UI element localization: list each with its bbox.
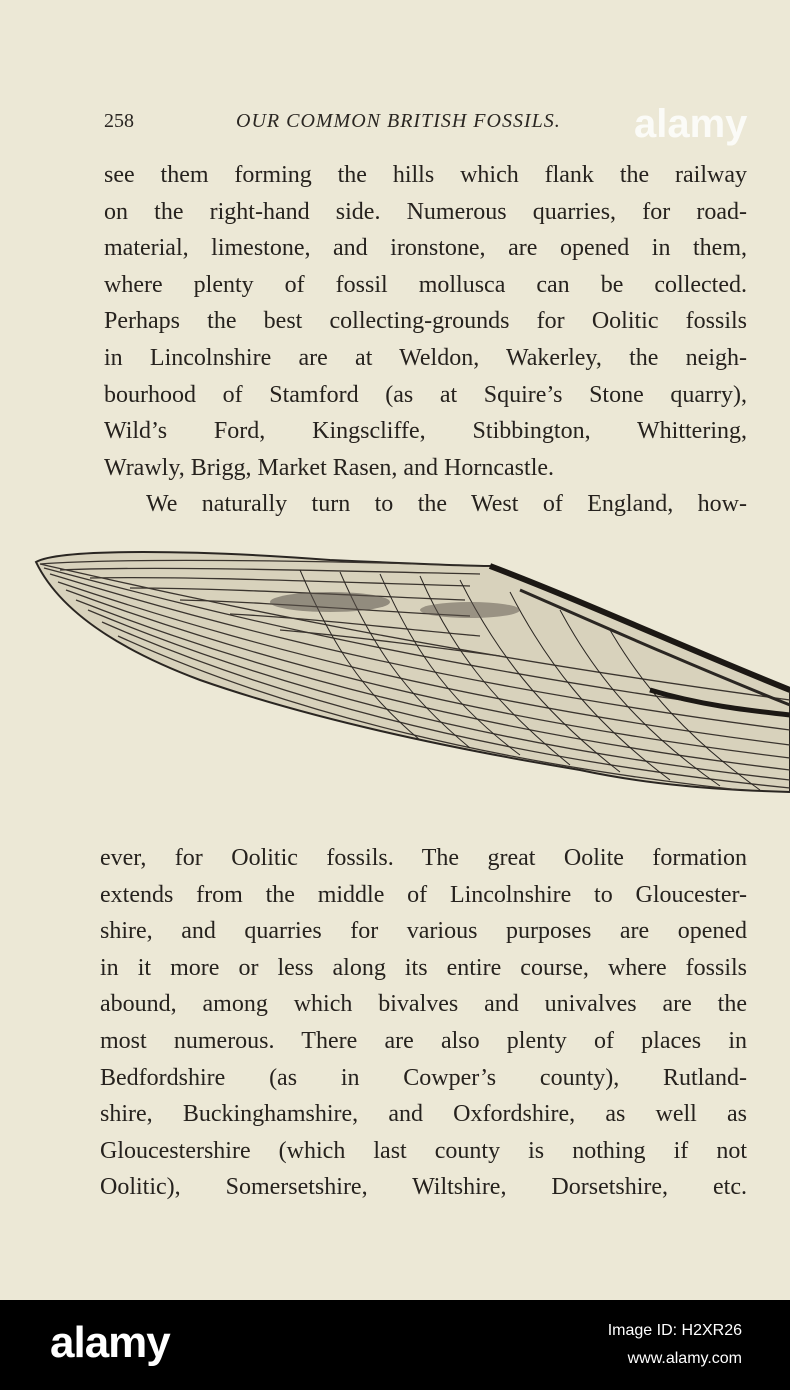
figure-gervillea [0, 540, 790, 810]
text-line: Wild’s Ford, Kingscliffe, Stibbington, Whittering, [104, 418, 747, 445]
site-url: www.alamy.com [627, 1350, 742, 1367]
text-line: abound, among which bivalves and univalves are the [100, 991, 747, 1018]
text-line: Gloucestershire (which last county is nothing if not [100, 1137, 747, 1164]
text-line: Wrawly, Brigg, Market Rasen, and Horncastle. [104, 454, 555, 481]
text-line: in it more or less along its entire course, where fossils [100, 954, 747, 981]
text-line: most numerous. There are also plenty of places in [100, 1027, 747, 1054]
watermark-logo: alamy [634, 102, 748, 146]
text-line: bourhood of Stamford (as at Squire’s Stone quarry), [104, 381, 747, 408]
text-block-bottom [100, 840, 747, 1206]
text-line: on the right-hand side. Numerous quarries, for road- [104, 198, 747, 225]
alamy-logo: alamy [50, 1318, 170, 1367]
text-line: Oolitic), Somersetshire, Wiltshire, Dorsetshire, etc. [100, 1174, 747, 1201]
text-line: shire, and quarries for various purposes are opened [100, 918, 747, 945]
text-line: extends from the middle of Lincolnshire to Gloucester- [100, 881, 747, 908]
stock-footer-bar [0, 1300, 790, 1390]
text-line: see them forming the hills which flank the railway [104, 162, 747, 188]
text-line: material, limestone, and ironstone, are opened in them, [104, 235, 747, 262]
shell-illustration [0, 540, 790, 800]
running-title: OUR COMMON BRITISH FOSSILS. [236, 110, 561, 132]
text-block-top [104, 157, 747, 523]
text-line: in Lincolnshire are at Weldon, Wakerley, the neigh- [104, 344, 747, 371]
text-line: We naturally turn to the West of England, how- [146, 491, 747, 518]
text-line: Bedfordshire (as in Cowper’s county), Rutland- [100, 1064, 747, 1091]
page-number: 258 [104, 110, 134, 132]
text-line: shire, Buckinghamshire, and Oxfordshire, as well as [100, 1101, 747, 1128]
text-line: Perhaps the best collecting-grounds for Oolitic fossils [104, 308, 747, 335]
text-line: ever, for Oolitic fossils. The great Oolite formation [100, 845, 747, 871]
image-id-label: Image ID: H2XR26 [607, 1322, 742, 1339]
text-line: where plenty of fossil mollusca can be collected. [104, 271, 747, 298]
